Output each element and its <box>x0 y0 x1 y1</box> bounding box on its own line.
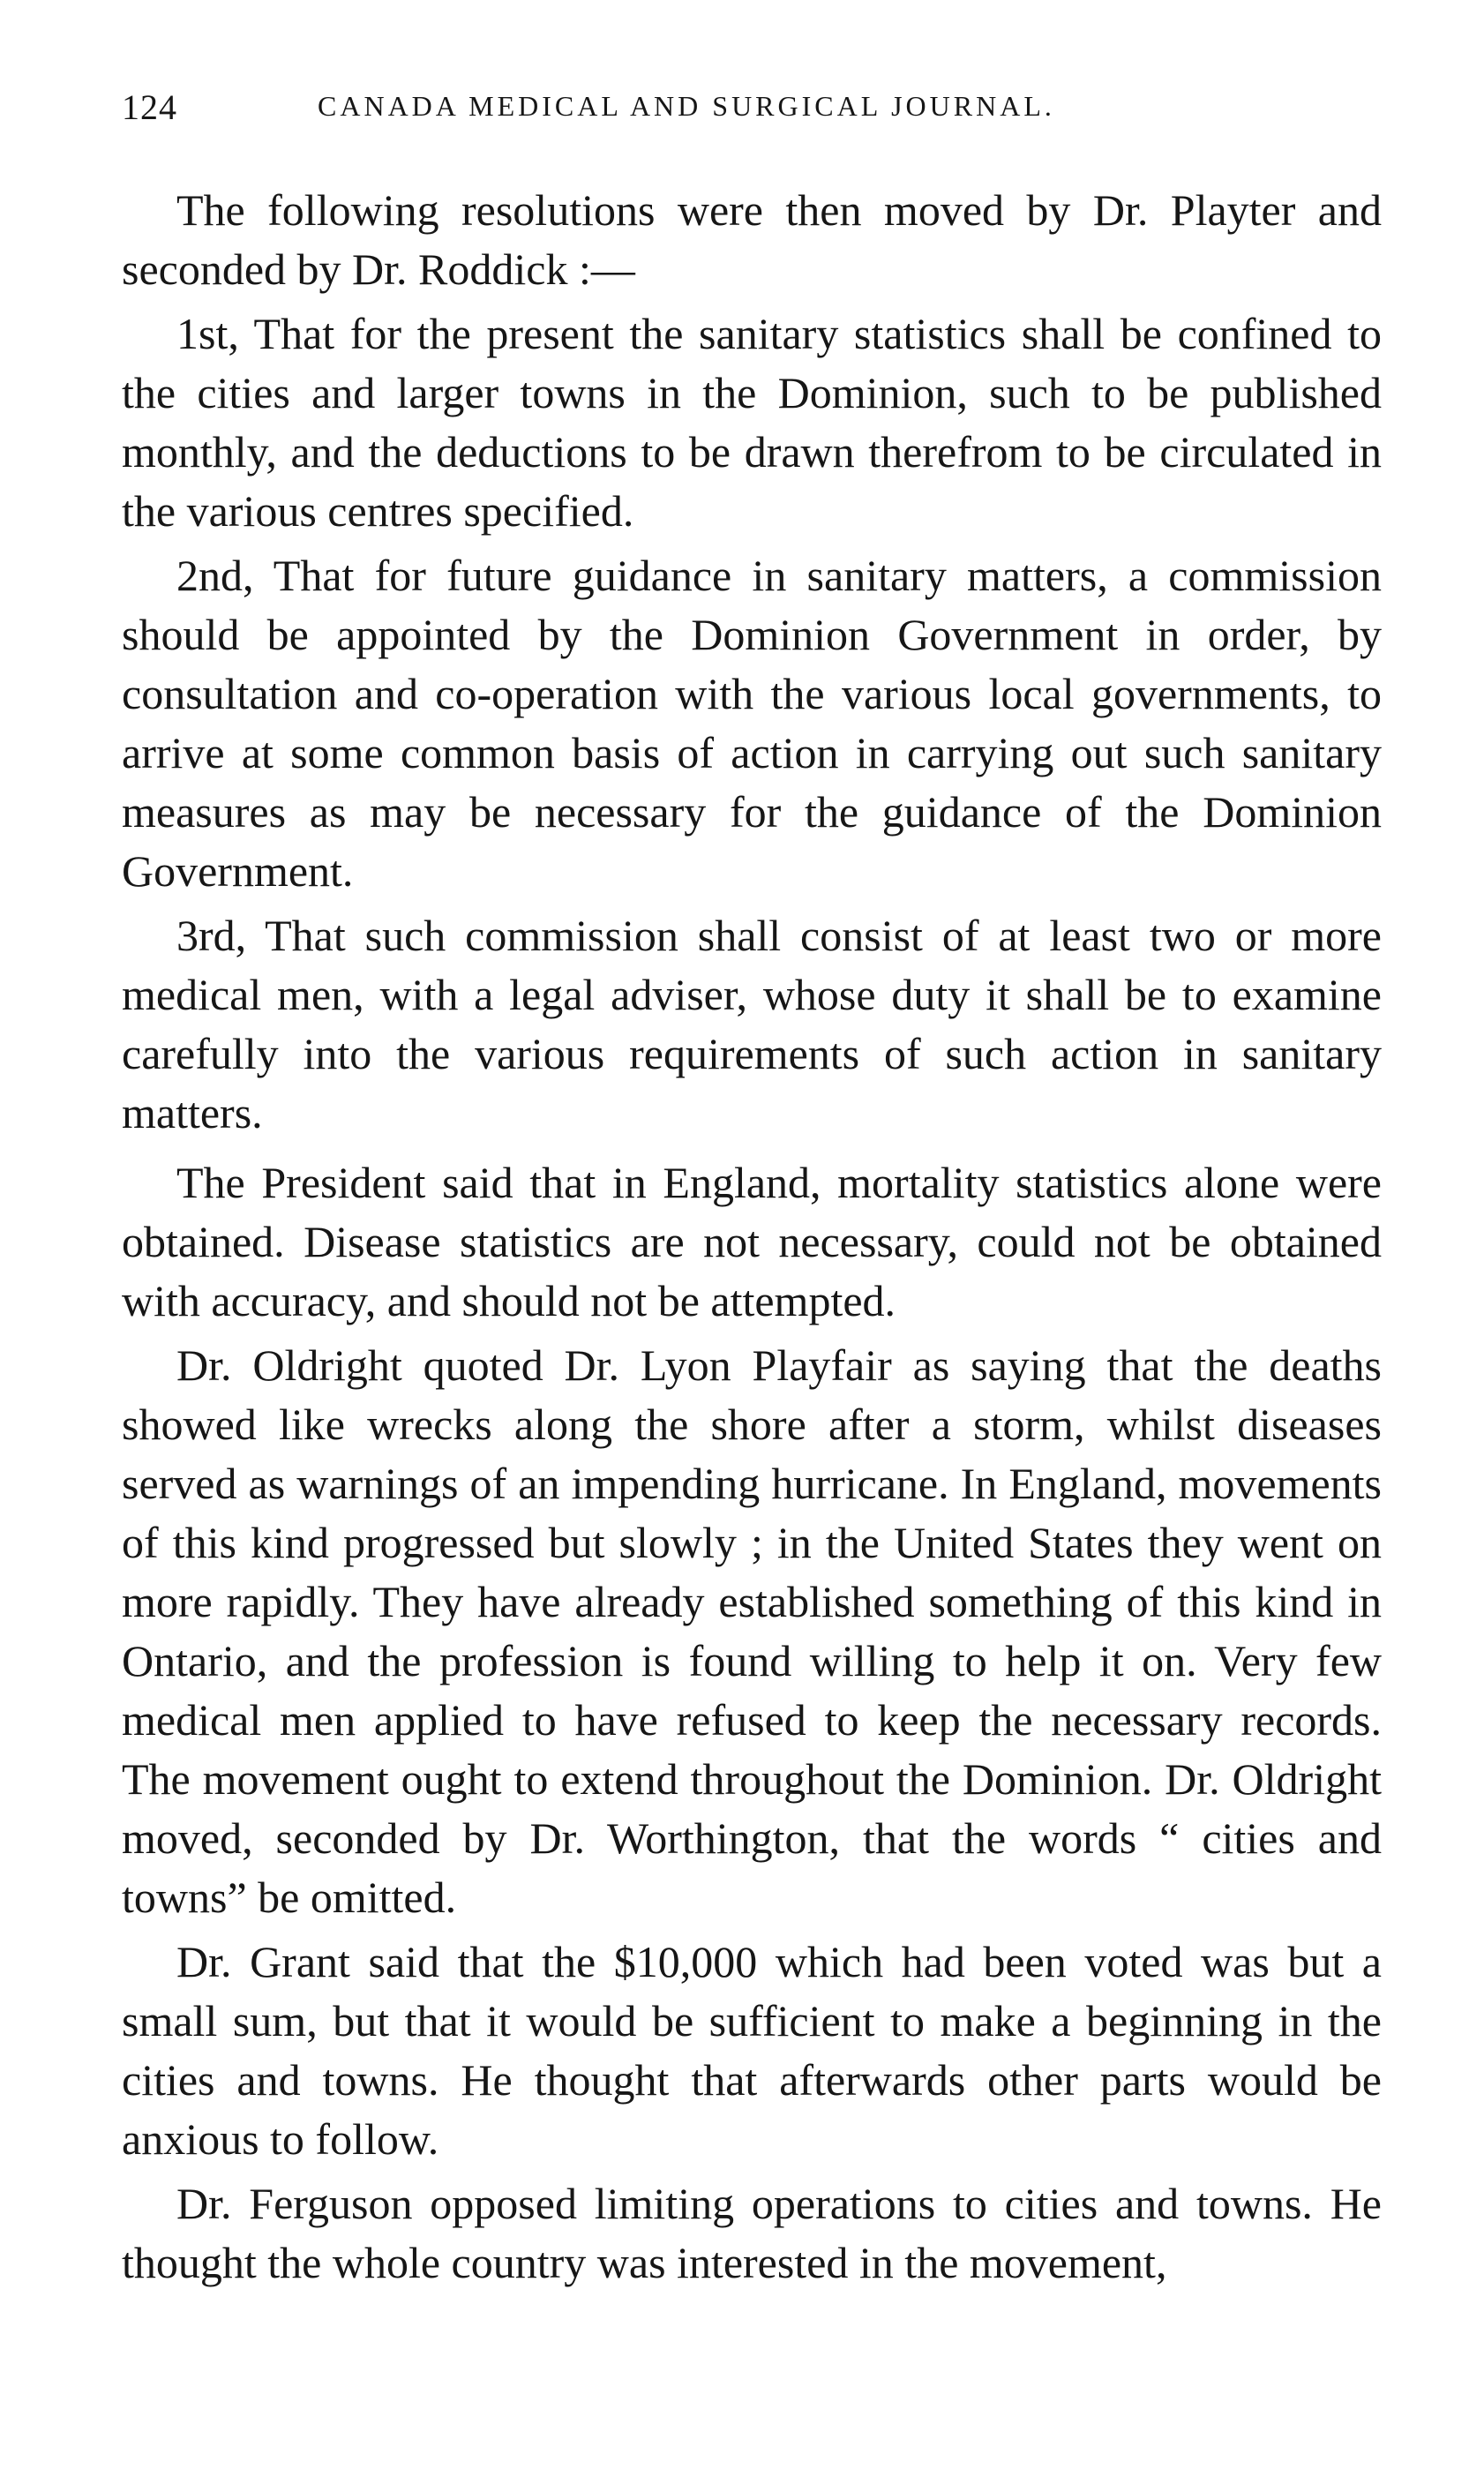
journal-title: CANADA MEDICAL AND SURGICAL JOURNAL. <box>318 90 1055 122</box>
paragraph-president: The President said that in England, mortality statistics alone were obtained. Disease statistics are not necessary, could not be obtained with accuracy, and should not be attempted. <box>122 1158 1382 1325</box>
page-number: 124 <box>122 87 177 127</box>
paragraph-resolutions-intro: The following resolutions were then moved by Dr. Playter and seconded by Dr. Roddick :— <box>122 185 1382 294</box>
running-head <box>122 86 1383 139</box>
paragraph-resolution-3: 3rd, That such commission shall consist of at least two or more medical men, with a legal adviser, whose duty it shall be to examine carefully into the various requirements of such action in sanitary matters. <box>122 911 1382 1137</box>
paragraph-resolution-2: 2nd, That for future guidance in sanitary matters, a commission should be appointed by the Dominion Government in order, by consultation and co-operation with the various local governments, to arrive at some common basis of action in carrying out such sanitary measures as may be necessary for the guidance of the Dominion Government. <box>122 551 1382 896</box>
paragraph-oldright: Dr. Oldright quoted Dr. Lyon Playfair as saying that the deaths showed like wrecks along the shore after a storm, whilst diseases served as warnings of an impending hurricane. In England, movements of this kind progressed but slowly ; in the United States they went on more rapidly. They have already established something of this kind in Ontario, and the profession is found willing to help it on. Very few medical men applied to have refused to keep the necessary records. The movement ought to extend throughout the Dominion. Dr. Oldright moved, seconded by Dr. Worthington, that the words “ cities and towns” be omitted. <box>122 1340 1382 1922</box>
paragraph-grant: Dr. Grant said that the $10,000 which had been voted was but a small sum, but that it would be sufficient to make a beginning in the cities and towns. He thought that afterwards other parts would be anxious to follow. <box>122 1937 1382 2164</box>
paragraph-ferguson: Dr. Ferguson opposed limiting operations to cities and towns. He thought the whole country was interested in the movement, <box>122 2179 1382 2287</box>
body-text <box>122 181 1382 2298</box>
paragraph-resolution-1: 1st, That for the present the sanitary statistics shall be confined to the cities and larger towns in the Dominion, such to be published monthly, and the deductions to be drawn therefrom to be circulated in the various centres specified. <box>122 309 1382 536</box>
